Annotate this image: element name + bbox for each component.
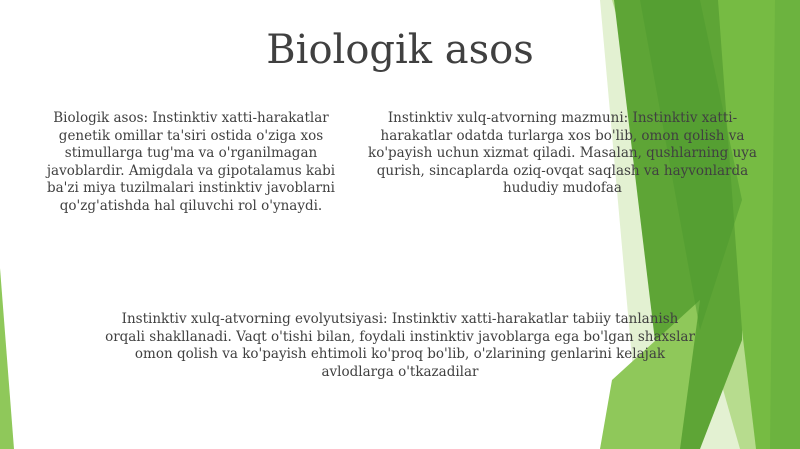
- slide-title: Biologik asos: [266, 27, 534, 73]
- left-green-sliver: [0, 268, 14, 449]
- text-block-instinct-content: Instinktiv xulq-atvorning mazmuni: Instinktiv xatti-harakatlar odatda turlarga xos bo'lib, omon qolish va ko'payish uchun xizmat qiladi. Masalan, qushlarning uya qurish, sincaplarda oziq-ovqat saqlash va hayvonlarda hududiy mudofaa: [368, 110, 757, 196]
- text-block-biological-basis: Biologik asos: Instinktiv xatti-harakatlar genetik omillar ta'siri ostida o'ziga xos stimullarga tug'ma va o'rganilmagan javoblardir. Amigdala va gipotalamus kabi ba'zi miya tuzilmalari instinktiv javoblarni qo'zg'atishda hal qiluvchi rol o'ynaydi.: [46, 110, 336, 214]
- text-block-instinct-evolution: Instinktiv xulq-atvorning evolyutsiyasi: Instinktiv xatti-harakatlar tabiiy tanlanish orqali shakllanadi. Vaqt o'tishi bilan, foydali instinktiv javoblarga ega bo'lgan shaxslar omon qolish va ko'payish ehtimoli ko'proq bo'lib, o'zlarining genlarini kelajak avlodlarga o'tkazadilar: [105, 311, 695, 380]
